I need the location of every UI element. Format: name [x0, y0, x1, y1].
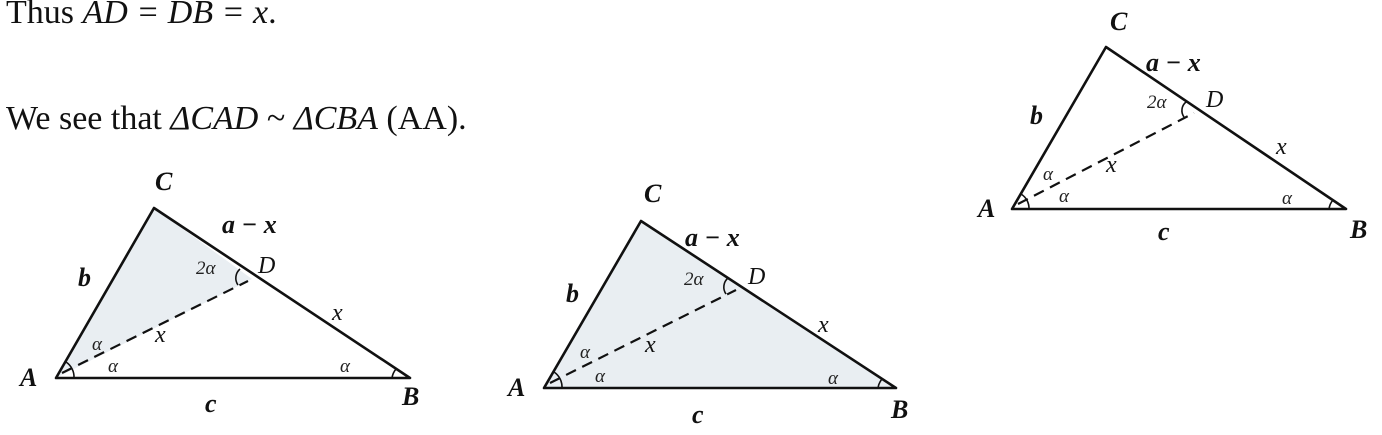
- side-a-minus-x-label-2: a − x: [685, 223, 740, 252]
- vertex-a-label-3: A: [978, 194, 996, 223]
- angle-alpha-b-label: α: [340, 356, 350, 377]
- side-c-label-3: c: [1158, 217, 1170, 246]
- angle-alpha-b-label-2: α: [828, 368, 838, 389]
- side-a-minus-x-label: a − x: [222, 210, 277, 239]
- angle-alpha-dab-label-2: α: [595, 366, 605, 387]
- angle-2alpha-label-3: 2α: [1147, 92, 1167, 113]
- vertex-c-label-3: C: [1110, 7, 1128, 36]
- side-x-label-3: x: [1276, 134, 1287, 160]
- vertex-a-label-2: A: [508, 373, 526, 402]
- angle-alpha-cad-label-2: α: [580, 342, 590, 363]
- side-c-label: c: [205, 389, 217, 418]
- vertex-c-label-2: C: [644, 179, 662, 208]
- side-x-label-2: x: [818, 312, 829, 338]
- angle-arc-b-3: [1329, 200, 1333, 209]
- vertex-b-label: B: [402, 382, 420, 411]
- angle-2alpha-label-2: 2α: [684, 269, 704, 290]
- side-b-label: b: [78, 263, 91, 292]
- vertex-d-label-3: D: [1206, 87, 1224, 113]
- angle-alpha-cad-label-3: α: [1043, 164, 1053, 185]
- side-b-label-2: b: [566, 279, 579, 308]
- vertex-b-label-3: B: [1350, 215, 1368, 244]
- angle-alpha-dab-label: α: [108, 356, 118, 377]
- triangle-figure-middle: [506, 179, 908, 429]
- angle-arc-b: [392, 369, 396, 378]
- side-b-label-3: b: [1030, 101, 1043, 130]
- segment-ad-x-label: x: [155, 322, 166, 348]
- angle-alpha-dab-label-3: α: [1059, 186, 1069, 207]
- triangle-figure-right: [976, 7, 1367, 246]
- statement-similarity: We see that ΔCAD ~ ΔCBA (AA).: [6, 100, 467, 137]
- vertex-b-label-2: B: [891, 395, 909, 424]
- angle-arc-d-3: [1182, 102, 1186, 117]
- vertex-d-label-2: D: [748, 264, 766, 290]
- segment-ad-x-label-2: x: [645, 332, 656, 358]
- angle-alpha-cad-label: α: [92, 334, 102, 355]
- statement-thus: Thus AD = DB = x.: [6, 0, 277, 31]
- vertex-d-label: D: [258, 253, 276, 279]
- vertex-c-label: C: [155, 167, 173, 196]
- vertex-a-label: A: [20, 363, 38, 392]
- segment-ad-x-label-3: x: [1106, 152, 1117, 178]
- side-a-minus-x-label-3: a − x: [1146, 48, 1201, 77]
- angle-2alpha-label: 2α: [196, 258, 216, 279]
- angle-alpha-b-label-3: α: [1282, 188, 1292, 209]
- side-c-label-2: c: [692, 400, 704, 429]
- side-x-label: x: [332, 300, 343, 326]
